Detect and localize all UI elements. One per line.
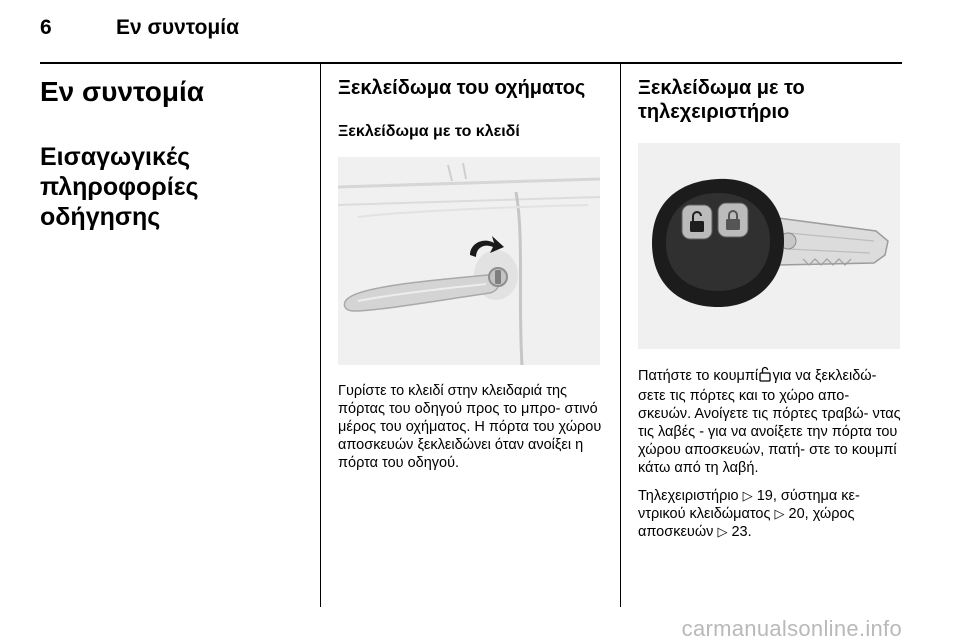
page-reference-arrow-icon: ▷ [742, 488, 753, 503]
section-subtitle: Εισαγωγικές πληροφορίες οδήγησης [40, 143, 199, 231]
cross-references [638, 487, 906, 541]
remote-key-drawing [638, 143, 900, 349]
right-column [638, 76, 906, 541]
cross-reference-label[interactable]: σύστημα κε- ντρικού κλειδώματος [638, 488, 860, 522]
page-reference-arrow-icon: ▷ [774, 506, 785, 521]
column-divider [620, 64, 621, 607]
remote-unlock-heading: Ξεκλείδωμα με το τηλεχειριστήριο [638, 77, 805, 123]
door-handle-key-drawing [338, 157, 600, 365]
unlock-icon [759, 366, 771, 387]
cross-reference-label[interactable]: Τηλεχειριστήριο [638, 488, 739, 504]
cross-reference-page[interactable]: 23. [731, 524, 752, 540]
remote-unlock-text [638, 366, 906, 477]
unlock-with-key-heading: Ξεκλείδωμα με το κλειδί [338, 123, 520, 140]
remote-unlock-text-end: για να ξεκλειδώ- σετε τις πόρτες και το χώρο απο- σκευών. Ανοίγετε τις πόρτες τραβώ- ντας τις λαβές - για να ανοίξετε την πόρτα του χώρου αποσκευών, πατή- στε το κουμπί κάτω από τη λαβή. [638, 368, 901, 476]
cross-reference-label[interactable]: χώρος αποσκευών [638, 506, 855, 540]
section-title: Εν συντομία [40, 76, 204, 107]
remote-unlock-text-start: Πατήστε το κουμπί [638, 368, 759, 384]
page-reference-arrow-icon: ▷ [717, 524, 728, 539]
column-divider [320, 64, 321, 607]
watermark: carmanualsonline.info [681, 616, 902, 641]
middle-column [338, 76, 606, 472]
remote-key-illustration [638, 143, 900, 349]
key-unlock-text: Γυρίστε το κλειδί στην κλειδαριά της πόρτας του οδηγού προς το μπρο- στινό μέρος του οχήματος. Η πόρτα του χώρου αποσκευών ξεκλειδώνει όταν ανοίξει η πόρτα του οδηγού. [338, 383, 602, 471]
unlock-vehicle-heading: Ξεκλείδωμα του οχήματος [338, 77, 586, 99]
cross-reference-page[interactable]: 20, [788, 506, 809, 522]
door-handle-key-illustration [338, 157, 600, 365]
page-number: 6 [40, 16, 52, 39]
running-title: Εν συντομία [116, 16, 239, 39]
header-rule [40, 62, 902, 64]
cross-reference-page[interactable]: 19, [756, 488, 777, 504]
